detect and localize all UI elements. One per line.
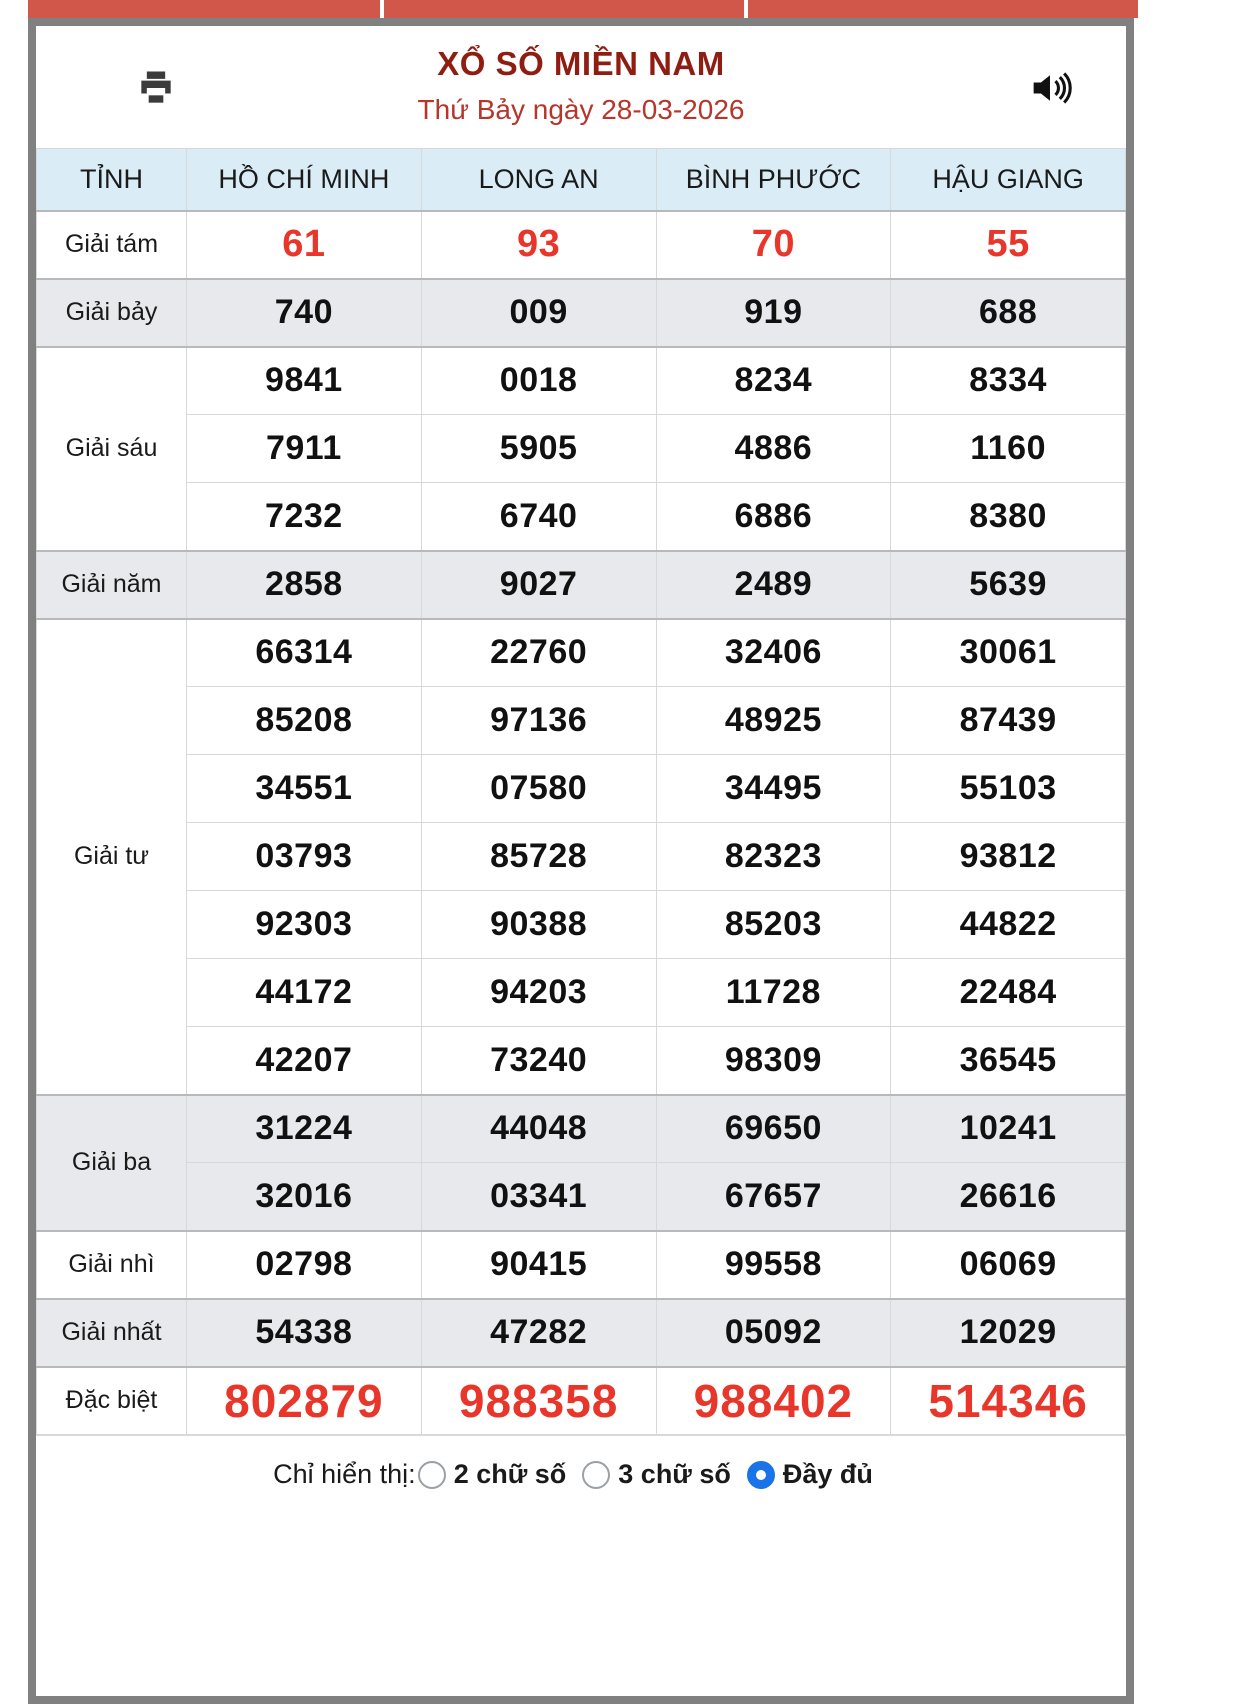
prize-number: 82323 [656,823,891,891]
prize-label: Giải sáu [37,347,187,551]
prize-number: 90415 [421,1231,656,1299]
prize-number: 93 [421,211,656,279]
prize-number: 34495 [656,755,891,823]
prize-number: 99558 [656,1231,891,1299]
prize-number: 8234 [656,347,891,415]
prize-number: 22484 [891,959,1126,1027]
prize-number: 32016 [187,1163,422,1231]
prize-number: 44822 [891,891,1126,959]
prize-number: 26616 [891,1163,1126,1231]
table-header-row [37,149,1126,211]
prize-number: 97136 [421,687,656,755]
prize-number: 93812 [891,823,1126,891]
prize-number: 919 [656,279,891,347]
page-date: Thứ Bảy ngày 28-03-2026 [417,93,745,125]
table-row [37,687,1126,755]
table-row [37,755,1126,823]
prize-number: 48925 [656,687,891,755]
speaker-icon [1027,68,1073,108]
prize-number: 30061 [891,619,1126,687]
radio-button[interactable] [582,1461,610,1489]
table-column-header-1: HỒ CHÍ MINH [187,149,422,211]
prize-number: 61 [187,211,422,279]
page-header [36,26,1126,148]
prize-number: 0018 [421,347,656,415]
lottery-results-page [36,26,1126,1696]
print-button[interactable] [128,60,184,116]
prize-number: 988358 [421,1367,656,1435]
display-filter-bar [36,1435,1126,1513]
prize-number: 55103 [891,755,1126,823]
prize-number: 47282 [421,1299,656,1367]
prize-number: 06069 [891,1231,1126,1299]
prize-number: 740 [187,279,422,347]
printer-icon [134,66,178,110]
filter-option-label: Đầy đủ [782,1459,873,1489]
table-row [37,1367,1126,1435]
table-row [37,1095,1126,1163]
prize-number: 5905 [421,415,656,483]
prize-label: Giải nhất [37,1299,187,1367]
table-row [37,347,1126,415]
prize-label: Giải bảy [37,279,187,347]
prize-number: 03341 [421,1163,656,1231]
prize-number: 9841 [187,347,422,415]
prize-number: 05092 [656,1299,891,1367]
prize-number: 87439 [891,687,1126,755]
prize-number: 90388 [421,891,656,959]
filter-option-2[interactable] [747,1459,873,1490]
prize-number: 36545 [891,1027,1126,1095]
prize-number: 69650 [656,1095,891,1163]
prize-number: 6886 [656,483,891,551]
table-row [37,1231,1126,1299]
prize-number: 70 [656,211,891,279]
prize-label: Giải năm [37,551,187,619]
prize-number: 54338 [187,1299,422,1367]
table-column-header-0: TỈNH [37,149,187,211]
header-title-block [418,43,745,130]
prize-number: 44048 [421,1095,656,1163]
table-head [37,149,1126,211]
prize-number: 85728 [421,823,656,891]
prize-number: 12029 [891,1299,1126,1367]
prize-number: 1160 [891,415,1126,483]
prize-number: 7911 [187,415,422,483]
table-row [37,1299,1126,1367]
prize-number: 85208 [187,687,422,755]
sound-button[interactable] [1022,62,1078,114]
prize-number: 55 [891,211,1126,279]
prize-number: 514346 [891,1367,1126,1435]
browser-tab[interactable] [384,0,744,18]
prize-number: 10241 [891,1095,1126,1163]
prize-number: 11728 [656,959,891,1027]
browser-tab-strip [0,0,1242,18]
prize-number: 07580 [421,755,656,823]
filter-option-0[interactable] [418,1459,567,1490]
prize-label: Giải ba [37,1095,187,1231]
prize-number: 92303 [187,891,422,959]
prize-label: Giải nhì [37,1231,187,1299]
browser-viewport-frame [28,18,1134,1704]
prize-number: 9027 [421,551,656,619]
filter-option-label: 3 chữ số [618,1459,731,1489]
prize-number: 7232 [187,483,422,551]
table-row [37,551,1126,619]
table-row [37,959,1126,1027]
table-body [37,211,1126,1435]
table-row [37,211,1126,279]
radio-button[interactable] [418,1461,446,1489]
table-row [37,415,1126,483]
prize-number: 988402 [656,1367,891,1435]
prize-number: 73240 [421,1027,656,1095]
prize-number: 2489 [656,551,891,619]
prize-label: Giải tư [37,619,187,1095]
page-title: XỔ SỐ MIỀN NAM [437,45,725,83]
prize-number: 8334 [891,347,1126,415]
table-row [37,279,1126,347]
prize-number: 31224 [187,1095,422,1163]
prize-number: 03793 [187,823,422,891]
prize-number: 688 [891,279,1126,347]
table-row [37,619,1126,687]
prize-number: 66314 [187,619,422,687]
prize-number: 42207 [187,1027,422,1095]
filter-label: Chỉ hiển thị: [273,1459,416,1489]
prize-number: 67657 [656,1163,891,1231]
filter-option-label: 2 chữ số [453,1459,567,1489]
table-row [37,891,1126,959]
prize-number: 98309 [656,1027,891,1095]
prize-number: 4886 [656,415,891,483]
prize-number: 94203 [421,959,656,1027]
prize-number: 6740 [421,483,656,551]
prize-number: 5639 [891,551,1126,619]
prize-number: 2858 [187,551,422,619]
table-row [37,483,1126,551]
filter-option-1[interactable] [582,1459,731,1490]
prize-number: 22760 [421,619,656,687]
prize-number: 34551 [187,755,422,823]
table-column-header-3: BÌNH PHƯỚC [656,149,891,211]
table-column-header-4: HẬU GIANG [891,149,1126,211]
prize-number: 009 [421,279,656,347]
prize-number: 85203 [656,891,891,959]
prize-number: 802879 [187,1367,422,1435]
prize-label: Đặc biệt [37,1367,187,1435]
prize-number: 8380 [891,483,1126,551]
prize-number: 02798 [187,1231,422,1299]
browser-tab[interactable] [28,0,380,18]
prize-number: 44172 [187,959,422,1027]
table-row [37,1027,1126,1095]
prize-label: Giải tám [37,211,187,279]
table-row [37,1163,1126,1231]
lottery-results-table [36,148,1126,1435]
browser-tab[interactable] [748,0,1138,18]
table-column-header-2: LONG AN [421,149,656,211]
radio-button[interactable] [747,1461,775,1489]
table-row [37,823,1126,891]
prize-number: 32406 [656,619,891,687]
